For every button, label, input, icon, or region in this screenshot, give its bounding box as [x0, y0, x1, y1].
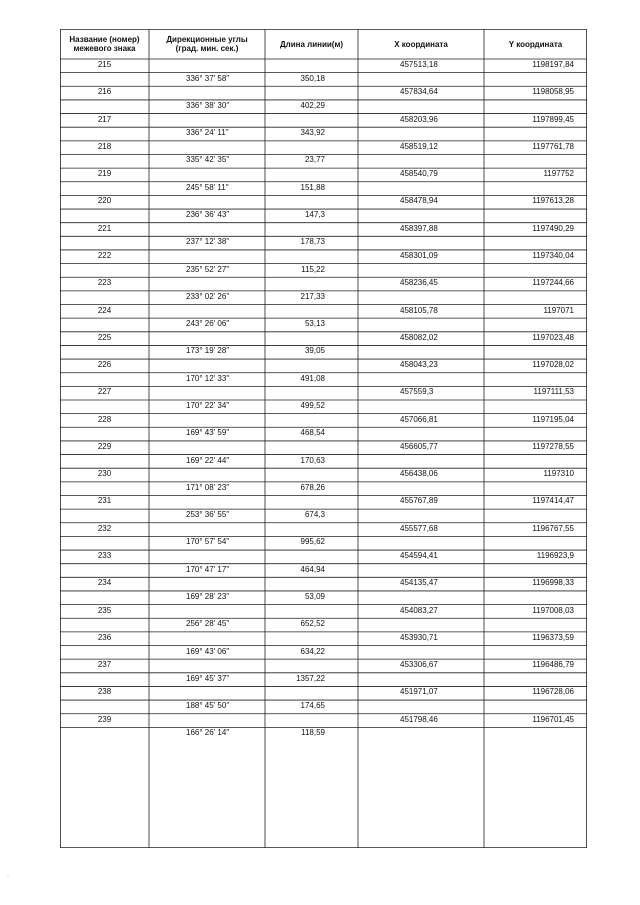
line-length: 115,22: [301, 264, 325, 274]
line-length: 499,52: [300, 401, 325, 410]
point-y: 1197414,47: [532, 496, 574, 506]
header-length: [265, 29, 358, 59]
point-y: 1196701,45: [532, 714, 574, 724]
point-y: 1196486,79: [532, 660, 574, 670]
point-y: 1198058,95: [532, 87, 574, 97]
point-x: 458301,09: [400, 250, 438, 260]
line-angle: 237° 12' 38": [186, 237, 230, 247]
point-x: 453306,67: [400, 660, 438, 670]
point-name: 228: [97, 414, 112, 424]
point-x: 458082,02: [400, 332, 438, 342]
point-name: 238: [97, 687, 112, 697]
line-angle: 336° 37' 58": [186, 73, 230, 83]
point-x: 451971,07: [400, 687, 438, 697]
point-name: 217: [97, 114, 112, 124]
line-length: 402,29: [300, 100, 325, 110]
line-length: 151,88: [300, 182, 325, 192]
header-y-label: Y координата: [508, 39, 563, 49]
point-name: 219: [97, 169, 112, 179]
point-x: 453930,71: [400, 632, 438, 642]
table-grid: [60, 29, 587, 848]
point-name: 223: [97, 278, 112, 288]
point-name: 221: [97, 223, 112, 233]
line-length: 652,52: [300, 619, 325, 629]
point-name: 235: [97, 605, 112, 615]
point-y: 1196923,9: [536, 551, 574, 561]
line-length: 53,13: [304, 319, 325, 329]
line-length: 464,94: [300, 564, 325, 574]
point-y: 1197278,55: [532, 441, 574, 451]
point-name: 230: [97, 469, 112, 479]
header-name-line1: Название (номер): [69, 35, 140, 44]
line-angle: 243° 26' 06": [186, 319, 230, 329]
line-angle: 235° 52' 27": [186, 264, 230, 274]
point-y: 1196373,59: [532, 632, 574, 642]
point-x: 458397,88: [400, 223, 438, 233]
point-y: 1197761,78: [532, 141, 574, 151]
line-angle: 245° 58' 11": [186, 182, 229, 192]
header-x: [358, 29, 484, 59]
line-length: 678,26: [300, 482, 325, 492]
line-length: 178,73: [300, 237, 325, 247]
header-length-label: Длина линии(м): [279, 39, 344, 49]
line-length: 170,63: [300, 455, 325, 465]
point-x: 451798,46: [400, 714, 438, 724]
point-name: 232: [97, 523, 112, 533]
point-x: 455767,89: [400, 496, 438, 506]
line-length: 491,08: [300, 373, 325, 383]
point-x: 456605,77: [400, 441, 438, 451]
point-x: 458540,79: [400, 169, 438, 179]
line-angle: 170° 47' 17": [186, 564, 230, 574]
line-angle: 169° 43' 59": [186, 428, 230, 438]
point-x: 454083,27: [400, 605, 438, 615]
line-length: 118,59: [301, 728, 325, 738]
point-x: 458203,96: [400, 114, 438, 124]
line-angle: 256° 28' 45": [186, 619, 230, 629]
line-angle: 169° 22' 44": [186, 455, 230, 465]
point-x: 458236,45: [400, 278, 438, 288]
point-y: 1197340,04: [532, 250, 574, 260]
point-name: 237: [97, 660, 112, 670]
point-x: 458478,94: [400, 196, 438, 206]
line-angle: 169° 43' 06": [186, 646, 230, 656]
point-name: 234: [97, 578, 112, 588]
line-length: 343,92: [300, 128, 325, 138]
header-angle: [149, 29, 265, 59]
point-y: 1197028,02: [532, 360, 574, 370]
line-length: 1357,22: [296, 673, 325, 683]
point-y: 1196728,06: [532, 687, 574, 697]
line-angle: 170° 22' 34": [186, 401, 230, 410]
point-name: 236: [97, 632, 112, 642]
point-y: 1197752: [543, 169, 574, 179]
point-y: 1197111,53: [533, 387, 574, 397]
point-x: 457066,81: [400, 414, 438, 424]
point-x: 457559,3: [400, 387, 434, 397]
header-y: [484, 29, 587, 59]
point-x: 455577,68: [400, 523, 438, 533]
line-angle: 335° 42' 35": [186, 155, 230, 165]
line-angle: 171° 08' 23": [186, 482, 230, 492]
line-angle: 170° 12' 33": [186, 373, 230, 383]
point-x: 454594,41: [400, 551, 438, 561]
point-name: 220: [97, 196, 112, 206]
point-x: 458043,23: [400, 360, 438, 370]
header-x-label: X координата: [394, 39, 448, 49]
point-x: 457834,64: [400, 87, 438, 97]
point-y: 1197071: [543, 305, 574, 315]
point-y: 1197490,29: [532, 223, 574, 233]
line-length: 217,33: [300, 291, 325, 301]
line-angle: 170° 57' 54": [186, 537, 230, 547]
line-length: 468,54: [300, 428, 325, 438]
line-angle: 166° 26' 14": [186, 728, 230, 738]
point-x: 457513,18: [400, 60, 438, 69]
point-x: 458519,12: [400, 141, 438, 151]
line-length: 634,22: [300, 646, 325, 656]
point-name: 225: [97, 332, 112, 342]
point-name: 216: [97, 87, 112, 97]
line-length: 674,3: [304, 510, 325, 520]
line-angle: 336° 38' 30": [186, 100, 230, 110]
header-name: [60, 29, 149, 59]
point-y: 1197244,66: [532, 278, 574, 288]
point-x: 458105,78: [400, 305, 438, 315]
point-y: 1197899,45: [532, 114, 574, 124]
point-name: 226: [97, 360, 112, 370]
line-angle: 236° 36' 43": [186, 210, 230, 220]
point-name: 229: [97, 441, 112, 451]
point-y: 1197008,03: [532, 605, 574, 615]
line-length: 350,18: [300, 73, 325, 83]
point-y: 1196767,55: [532, 523, 574, 533]
header-name-line2: межевого знака: [73, 44, 136, 53]
line-angle: 188° 45' 50": [186, 701, 230, 711]
margin-mark: ·: [7, 874, 9, 880]
point-x: 454135,47: [400, 578, 438, 588]
line-angle: 233° 02' 26": [186, 291, 230, 301]
line-angle: 169° 45' 37": [186, 673, 230, 683]
point-name: 218: [97, 141, 112, 151]
line-angle: 253° 36' 55": [186, 510, 230, 520]
point-name: 231: [97, 496, 112, 506]
point-y: 1196998,33: [532, 578, 574, 588]
point-y: 1197310: [543, 469, 574, 479]
point-y: 1197195,04: [532, 414, 574, 424]
line-angle: 173° 19' 28": [186, 346, 230, 356]
line-length: 174,65: [300, 701, 325, 711]
header-angle-line1: Дирекционные углы: [166, 35, 248, 44]
coordinate-table: [60, 29, 587, 848]
point-x: 456438,06: [400, 469, 438, 479]
point-y: 1197613,28: [532, 196, 574, 206]
point-name: 233: [97, 551, 112, 561]
point-name: 224: [97, 305, 112, 315]
line-length: 39,05: [304, 346, 325, 356]
line-angle: 169° 28' 23": [186, 591, 230, 601]
point-name: 215: [97, 60, 112, 69]
point-name: 239: [97, 714, 112, 724]
header-angle-line2: (град. мин. сек.): [175, 44, 239, 53]
line-angle: 336° 24' 11": [186, 128, 229, 138]
point-name: 222: [97, 250, 112, 260]
point-y: 1198197,84: [532, 60, 574, 69]
line-length: 995,62: [300, 537, 325, 547]
line-length: 147,3: [304, 210, 325, 220]
point-y: 1197023,48: [532, 332, 574, 342]
point-name: 227: [97, 387, 112, 397]
line-length: 53,09: [304, 591, 325, 601]
line-length: 23,77: [304, 155, 325, 165]
